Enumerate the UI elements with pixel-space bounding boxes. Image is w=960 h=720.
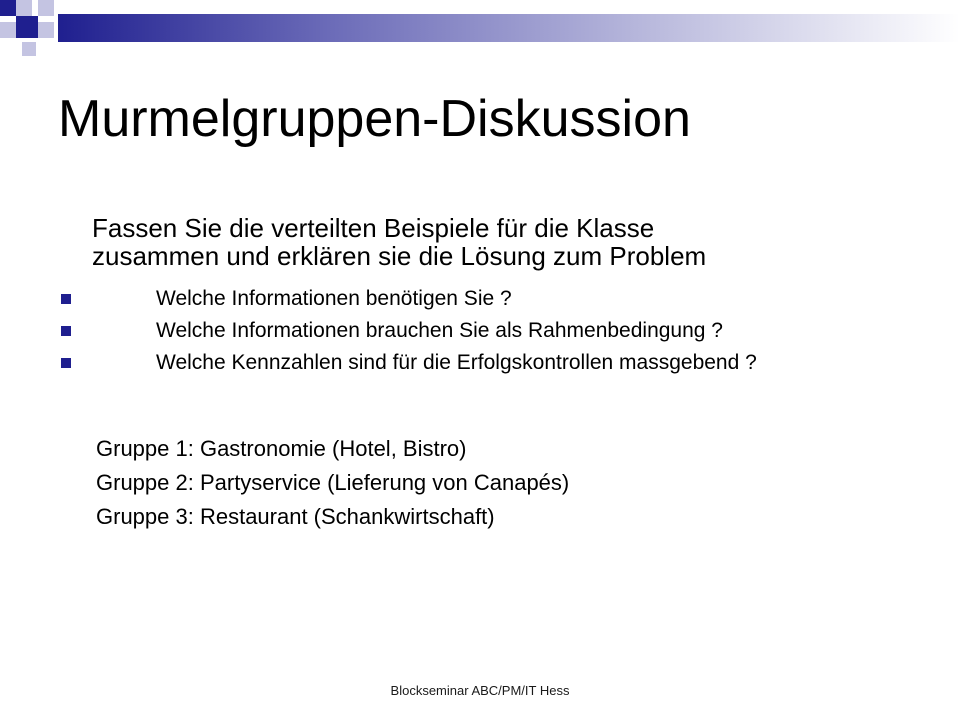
corner-square [16,0,32,16]
bullet-square-icon [61,326,71,336]
bullet-square-icon [61,358,71,368]
header-gradient-band [58,14,960,42]
group-line: Gruppe 2: Partyservice (Lieferung von Canapés) [96,470,570,495]
corner-square [22,42,36,56]
intro-text [92,214,912,270]
intro-line-1: Fassen Sie die verteilten Beispiele für die Klasse [92,213,655,243]
corner-square [0,22,16,38]
corner-square-large [0,0,16,16]
group-line: Gruppe 3: Restaurant (Schankwirtschaft) [96,504,495,529]
corner-square [16,16,38,38]
bullet-text: Welche Kennzahlen sind für die Erfolgskontrollen massgebend ? [156,351,757,374]
bullet-text: Welche Informationen brauchen Sie als Rahmenbedingung ? [156,319,723,342]
bullet-square-icon [61,294,71,304]
corner-square [38,0,54,16]
group-line: Gruppe 1: Gastronomie (Hotel, Bistro) [96,436,467,461]
intro-line-2: zusammen und erklären sie die Lösung zum Problem [92,241,707,271]
corner-square [38,22,54,38]
slide-title: Murmelgruppen-Diskussion [58,90,691,148]
bullet-text: Welche Informationen benötigen Sie ? [156,287,512,310]
slide-footer: Blockseminar ABC/PM/IT Hess [390,683,570,698]
